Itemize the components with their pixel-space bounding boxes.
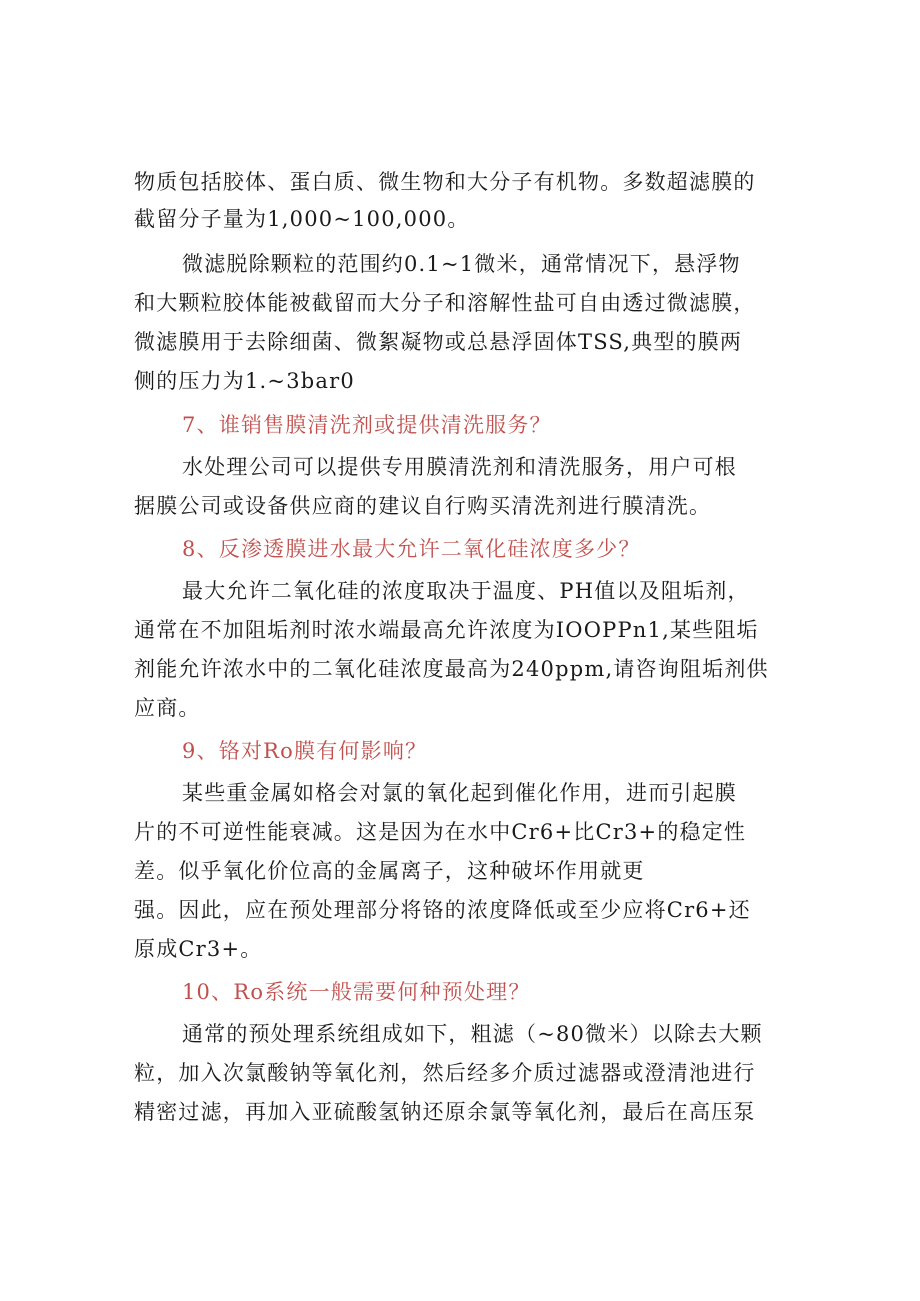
paragraph-line: 原成Cr3+。	[134, 937, 263, 961]
question-heading-10: 10、Ro系统一般需要何种预处理？	[182, 980, 531, 1004]
paragraph-line: 侧的压力为1.~3bar0	[134, 369, 355, 393]
paragraph-line: 微滤膜用于去除细菌、微絮凝物或总悬浮固体TSS,典型的膜两	[134, 330, 743, 354]
paragraph-line: 应商。	[134, 696, 201, 720]
paragraph-line: 微滤脱除颗粒的范围约0.1~1微米，通常情况下，悬浮物	[182, 252, 741, 276]
paragraph-line: 据膜公司或设备供应商的建议自行购买清洗剂进行膜清洗。	[134, 494, 712, 518]
paragraph-line: 物质包括胶体、蛋白质、微生物和大分子有机物。多数超滤膜的	[134, 170, 756, 194]
paragraph-line: 粒，加入次氯酸钠等氧化剂，然后经多介质过滤器或澄清池进行	[134, 1061, 756, 1085]
paragraph-line: 最大允许二氧化硅的浓度取决于温度、PH值以及阻垢剂，	[182, 579, 750, 603]
paragraph-line: 差。似乎氧化价位高的金属离子，这种破坏作用就更	[134, 859, 645, 883]
paragraph-line: 通常的预处理系统组成如下，粗滤（~80微米）以除去大颗	[182, 1022, 763, 1046]
paragraph-line: 精密过滤，再加入亚硫酸氢钠还原余氯等氧化剂，最后在高压泵	[134, 1100, 756, 1124]
paragraph-line: 截留分子量为1,000~100,000。	[134, 207, 470, 231]
question-heading-9: 9、铬对Ro膜有何影响？	[182, 739, 428, 763]
paragraph-line: 片的不可逆性能衰减。这是因为在水中Cr6+比Cr3+的稳定性	[134, 820, 747, 844]
paragraph-line: 强。因此，应在预处理部分将铬的浓度降低或至少应将Cr6+还	[134, 898, 751, 922]
paragraph-line: 和大颗粒胶体能被截留而大分子和溶解性盐可自由透过微滤膜，	[134, 291, 756, 315]
question-heading-7: 7、谁销售膜清洗剂或提供清洗服务？	[182, 413, 552, 437]
paragraph-line: 剂能允许浓水中的二氧化硅浓度最高为240ppm,请咨询阻垢剂供	[134, 657, 769, 681]
paragraph-line: 水处理公司可以提供专用膜清洗剂和清洗服务，用户可根	[182, 455, 737, 479]
question-heading-8: 8、反渗透膜进水最大允许二氧化硅浓度多少？	[182, 537, 641, 561]
paragraph-line: 某些重金属如格会对氯的氧化起到催化作用，进而引起膜	[182, 781, 737, 805]
paragraph-line: 通常在不加阻垢剂时浓水端最高允许浓度为IOOPPn1,某些阻垢	[134, 618, 759, 642]
